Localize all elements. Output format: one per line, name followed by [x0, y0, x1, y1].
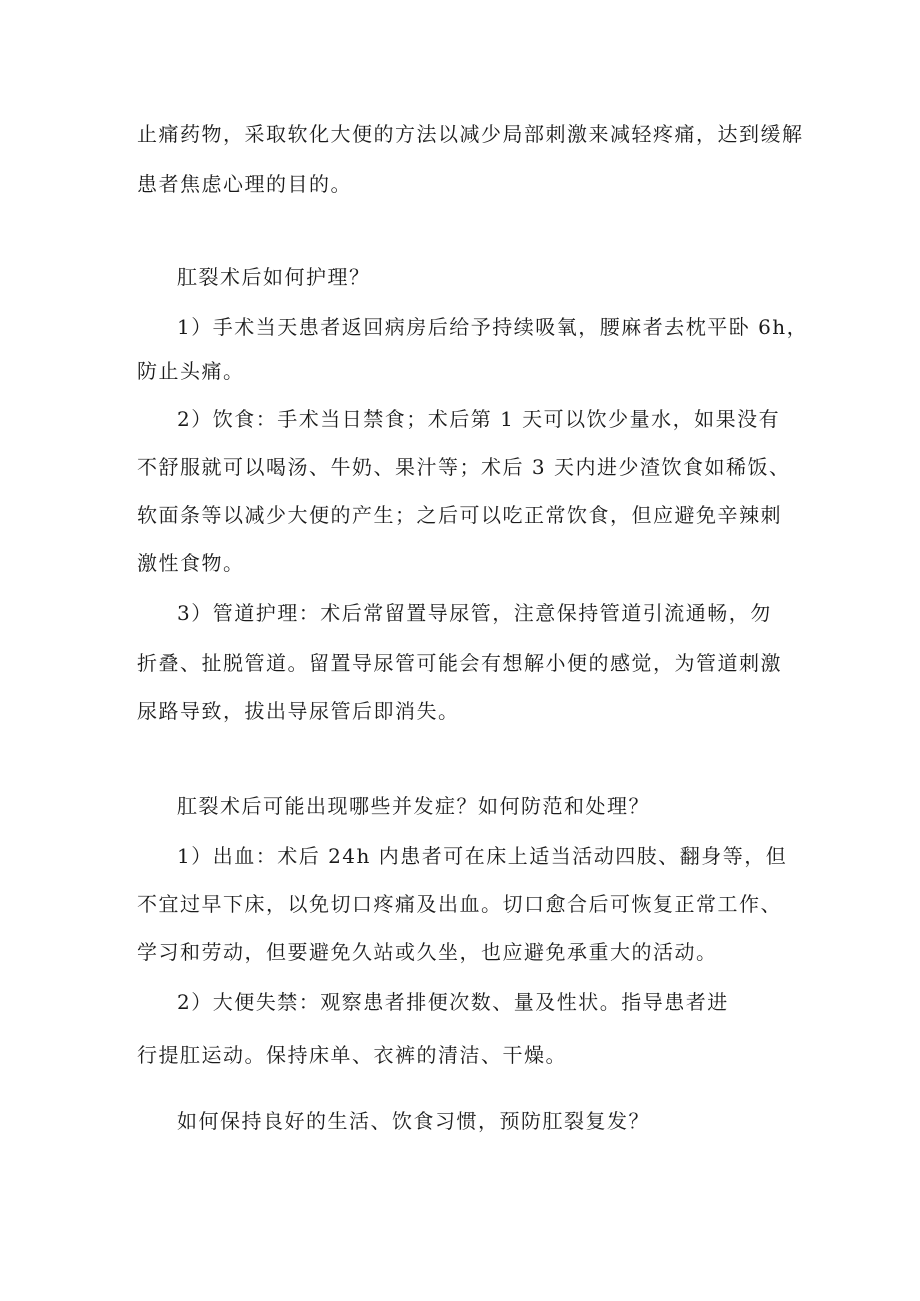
paragraph-line: 学习和劳动，但要避免久站或久坐，也应避免承重大的活动。 — [137, 940, 718, 964]
paragraph-line: 2）饮食：手术当日禁食；术后第 1 天可以饮少量水，如果没有 — [177, 407, 781, 431]
paragraph-line: 2）大便失禁：观察患者排便次数、量及性状。指导患者进 — [177, 990, 729, 1014]
paragraph-line: 激性食物。 — [137, 551, 245, 575]
paragraph-line: 尿路导致，拔出导尿管后即消失。 — [137, 699, 460, 723]
section-heading: 如何保持良好的生活、饮食习惯，预防肛裂复发？ — [177, 1109, 650, 1133]
paragraph-line: 软面条等以减少大便的产生；之后可以吃正常饮食，但应避免辛辣刺 — [137, 503, 782, 527]
paragraph-line: 防止头痛。 — [137, 359, 245, 383]
paragraph-line: 止痛药物，采取软化大便的方法以减少局部刺激来减轻疼痛，达到缓解 — [137, 122, 804, 146]
paragraph-line: 不舒服就可以喝汤、牛奶、果汁等；术后 3 天内进少渣饮食如稀饭、 — [137, 455, 791, 479]
paragraph-line: 不宜过早下床，以免切口疼痛及出血。切口愈合后可恢复正常工作、 — [137, 892, 782, 916]
paragraph-line: 折叠、扯脱管道。留置导尿管可能会有想解小便的感觉，为管道刺激 — [137, 651, 782, 675]
paragraph-line: 3）管道护理：术后常留置导尿管，注意保持管道引流通畅，勿 — [177, 601, 772, 625]
paragraph-line: 1）手术当天患者返回病房后给予持续吸氧，腰麻者去枕平卧 6h， — [177, 315, 809, 339]
paragraph-line: 1）出血：术后 24h 内患者可在床上适当活动四肢、翻身等，但 — [177, 844, 788, 868]
section-heading: 肛裂术后可能出现哪些并发症？如何防范和处理？ — [177, 794, 650, 818]
paragraph-line: 行提肛运动。保持床单、衣裤的清洁、干燥。 — [137, 1043, 567, 1067]
section-heading: 肛裂术后如何护理？ — [177, 265, 371, 289]
paragraph-line: 患者焦虑心理的目的。 — [137, 172, 352, 196]
